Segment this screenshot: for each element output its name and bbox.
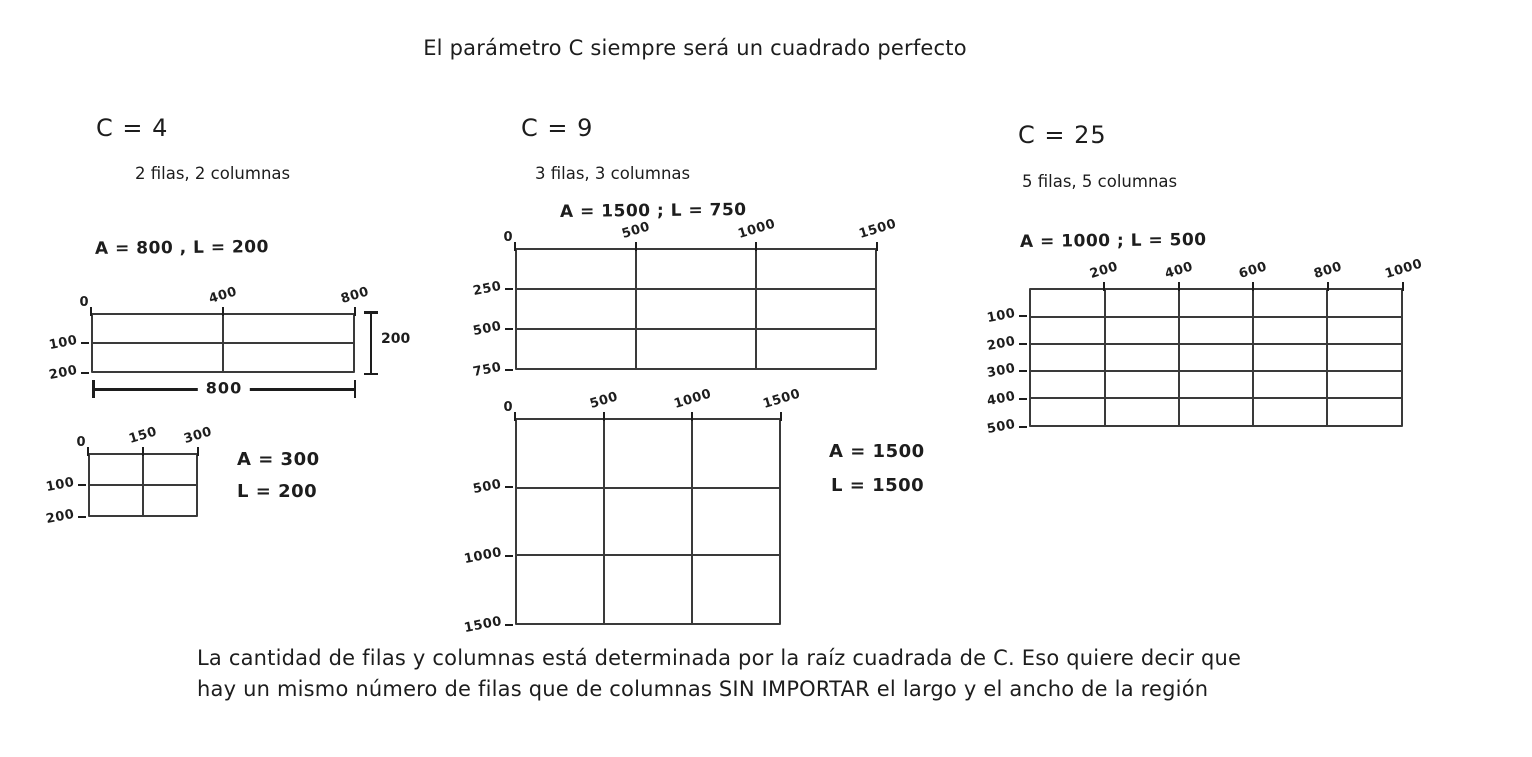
x-tick-label: 600: [1237, 259, 1270, 282]
grid-column-line: [1252, 290, 1254, 425]
x-tick-mark: [197, 447, 199, 456]
y-tick-label: 200: [986, 333, 1018, 354]
dimension-cap: [354, 380, 357, 398]
x-tick-mark: [1402, 282, 1404, 291]
grid-column-line: [1104, 290, 1106, 425]
x-tick-mark: [780, 412, 782, 421]
c9-subtitle: 3 filas, 3 columnas: [535, 164, 691, 183]
c9-square-length-label: L = 1500: [831, 475, 925, 496]
x-tick-mark: [876, 242, 878, 251]
y-tick-label: 100: [45, 474, 77, 496]
y-tick-label: 500: [472, 319, 504, 340]
x-tick-mark: [142, 447, 144, 456]
x-tick-label: 500: [587, 389, 620, 412]
grid-column-line: [1178, 290, 1180, 425]
c4-width-dimension-marker: [92, 380, 356, 398]
grid-outline: [91, 313, 355, 373]
x-tick-mark: [90, 307, 92, 316]
x-tick-label: 0: [503, 400, 514, 415]
x-tick-label: 1500: [857, 216, 899, 242]
x-tick-mark: [1327, 282, 1329, 291]
c4-small-grid: [45, 424, 214, 528]
y-tick-label: 1500: [462, 613, 504, 637]
grid-row-line: [93, 342, 353, 344]
c4-params-label: A = 800 , L = 200: [94, 237, 270, 259]
x-tick-mark: [354, 307, 356, 316]
y-tick-mark: [1019, 315, 1027, 317]
y-tick-mark: [81, 342, 89, 344]
c9-square-area-label: A = 1500: [829, 441, 925, 462]
page-title: El parámetro C siempre será un cuadrado perfecto: [423, 36, 967, 60]
y-tick-label: 250: [472, 278, 504, 299]
x-tick-label: 800: [339, 284, 371, 307]
grid-row-line: [1031, 343, 1401, 345]
x-tick-label: 0: [79, 295, 90, 310]
x-tick-mark: [755, 242, 757, 251]
grid-row-line: [517, 288, 875, 290]
grid-outline: [515, 418, 781, 625]
x-tick-mark: [635, 242, 637, 251]
x-tick-label: 200: [1087, 259, 1120, 282]
y-tick-mark: [81, 372, 89, 374]
y-tick-mark: [505, 288, 513, 290]
x-tick-mark: [1252, 282, 1254, 291]
grid-outline: [515, 248, 877, 370]
x-tick-mark: [691, 412, 693, 421]
x-tick-label: 150: [127, 424, 159, 447]
c25-heading: C = 25: [1018, 121, 1107, 149]
y-tick-label: 100: [986, 305, 1018, 326]
y-tick-label: 400: [986, 389, 1018, 410]
c9-params-label: A = 1500 ; L = 750: [559, 200, 747, 222]
y-tick-mark: [1019, 398, 1027, 400]
x-tick-mark: [514, 412, 516, 421]
y-tick-mark: [505, 555, 513, 557]
c4-main-grid: [48, 284, 371, 384]
y-tick-label: 300: [986, 361, 1018, 382]
grid-row-line: [517, 328, 875, 330]
grid-column-line: [603, 420, 605, 623]
x-tick-label: 400: [1162, 259, 1195, 282]
y-tick-mark: [1019, 426, 1027, 428]
grid-column-line: [691, 420, 693, 623]
y-tick-mark: [505, 486, 513, 488]
c25-main-grid: [986, 256, 1425, 438]
grid-row-line: [90, 484, 196, 486]
c4-width-dimension-value: 800: [198, 378, 250, 397]
footer-text-line2: hay un mismo número de filas que de columnas SIN IMPORTAR el largo y el ancho de la región: [197, 677, 1209, 701]
x-tick-label: 1000: [736, 216, 778, 242]
y-tick-mark: [505, 369, 513, 371]
dimension-line: [370, 311, 372, 375]
y-tick-mark: [505, 624, 513, 626]
x-tick-mark: [1103, 282, 1105, 291]
y-tick-mark: [505, 328, 513, 330]
c9-square-grid: [462, 386, 803, 637]
c4-subtitle: 2 filas, 2 columnas: [135, 164, 291, 183]
c4-height-dimension-marker: [363, 311, 379, 375]
grid-column-line: [1326, 290, 1328, 425]
grid-outline: [88, 453, 198, 517]
grid-row-line: [517, 487, 779, 489]
c4-heading: C = 4: [96, 114, 169, 142]
grid-row-line: [1031, 397, 1401, 399]
y-tick-label: 500: [986, 416, 1018, 438]
c25-subtitle: 5 filas, 5 columnas: [1022, 172, 1178, 191]
x-tick-label: 1000: [1383, 256, 1425, 282]
grid-outline: [1029, 288, 1403, 427]
x-tick-label: 1500: [761, 386, 803, 412]
x-tick-label: 500: [619, 219, 652, 242]
x-tick-mark: [87, 447, 89, 456]
y-tick-label: 200: [48, 362, 80, 384]
grid-column-line: [755, 250, 757, 368]
grid-row-line: [517, 554, 779, 556]
y-tick-label: 500: [472, 476, 504, 498]
x-tick-mark: [603, 412, 605, 421]
y-tick-mark: [1019, 370, 1027, 372]
grid-row-line: [1031, 370, 1401, 372]
x-tick-mark: [222, 307, 224, 316]
grid-row-line: [1031, 316, 1401, 318]
x-tick-label: 300: [182, 424, 214, 447]
c4-small-length-label: L = 200: [237, 481, 318, 502]
x-tick-label: 400: [207, 284, 239, 307]
x-tick-mark: [514, 242, 516, 251]
x-tick-label: 800: [1312, 259, 1345, 282]
x-tick-label: 1000: [672, 386, 714, 412]
y-tick-label: 750: [472, 359, 504, 381]
c25-params-label: A = 1000 ; L = 500: [1019, 230, 1207, 252]
y-tick-label: 100: [48, 332, 80, 354]
c4-small-area-label: A = 300: [237, 449, 320, 470]
c9-heading: C = 9: [521, 114, 594, 142]
x-tick-mark: [1178, 282, 1180, 291]
grid-column-line: [635, 250, 637, 368]
c4-height-dimension-value: 200: [381, 331, 411, 347]
x-tick-label: 0: [503, 230, 514, 245]
dimension-cap: [364, 373, 378, 376]
y-tick-mark: [1019, 343, 1027, 345]
footer-text-line1: La cantidad de filas y columnas está determinada por la raíz cuadrada de C. Eso quiere decir que: [197, 646, 1242, 670]
y-tick-label: 1000: [462, 544, 504, 567]
y-tick-label: 200: [45, 506, 77, 528]
y-tick-mark: [78, 516, 86, 518]
c9-wide-grid: [472, 216, 899, 381]
x-tick-label: 0: [76, 435, 87, 450]
y-tick-mark: [78, 484, 86, 486]
